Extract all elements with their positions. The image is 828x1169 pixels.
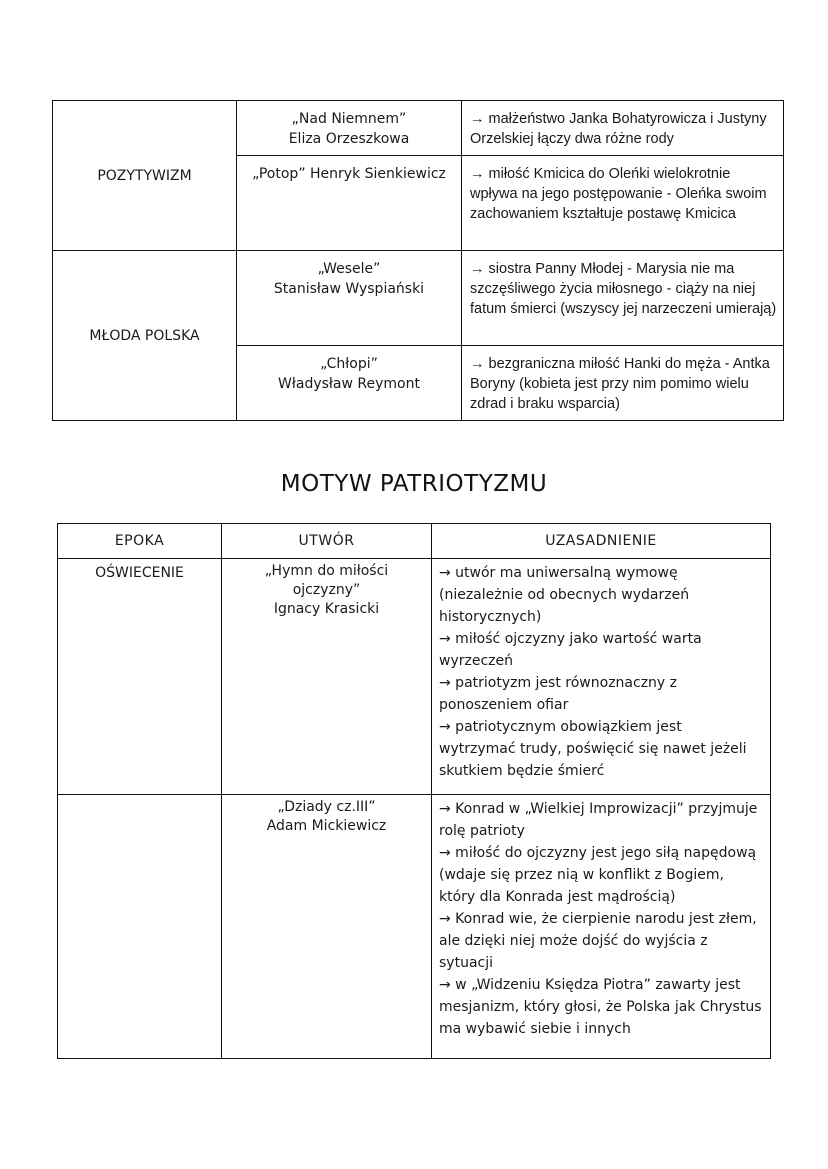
work-title: „Hymn do miłości ojczyzny” (264, 563, 389, 598)
header-work: UTWÓR (222, 524, 432, 559)
work-cell (222, 559, 432, 795)
justification-cell (462, 251, 784, 346)
epoch-cell (53, 101, 237, 251)
justification-cell (462, 101, 784, 156)
justification-text: → siostra Panny Młodej - Marysia nie ma szczęśliwego życia miłosnego - ciąży na niej fatum śmierci (wszyscy jej narzeczeni umierają) (470, 261, 777, 317)
header-justification: UZASADNIENIE (432, 524, 771, 559)
justification-point: → w „Widzeniu Księdza Piotra” zawarty jest mesjanizm, który głosi, że Polska jak Chrystus ma wybawić siebie i innych (439, 977, 762, 1037)
justification-point: → miłość do ojczyzny jest jego siłą napędową (wdaje się przez nią w konflikt z Bogiem, który dla Konrada jest mądrością) (439, 845, 757, 905)
epoch-cell (53, 251, 237, 421)
work-cell (237, 101, 462, 156)
work-title: „Chłopi” (320, 356, 378, 372)
justification-point: → miłość ojczyzny jako wartość warta wyrzeczeń (439, 631, 702, 669)
epoch-label: MŁODA POLSKA (89, 327, 200, 344)
work-author: Władysław Reymont (278, 376, 420, 392)
justification-point: → utwór ma uniwersalną wymowę (niezależnie od obecnych wydarzeń historycznych) (439, 565, 690, 625)
justification-point: → patriotyzm jest równoznaczny z ponoszeniem ofiar (439, 675, 677, 713)
justification-point: → Konrad w „Wielkiej Improwizacji” przyjmuje rolę patrioty (439, 801, 758, 839)
justification-point: → patriotycznym obowiązkiem jest wytrzymać trudy, poświęcić się nawet jeżeli skutkiem będzie śmierć (439, 719, 747, 779)
work-title: „Wesele” (317, 261, 381, 277)
patriotism-motif-table (57, 523, 771, 1059)
work-author: Eliza Orzeszkowa (288, 131, 410, 147)
epoch-label: OŚWIECENIE (95, 565, 184, 581)
work-cell (222, 795, 432, 1059)
section-title: MOTYW PATRIOTYZMU (280, 471, 548, 497)
work-author: Stanisław Wyspiański (273, 281, 425, 297)
work-cell (237, 346, 462, 421)
justification-cell (462, 156, 784, 251)
header-epoch: EPOKA (58, 524, 222, 559)
epoch-cell (58, 559, 222, 795)
table-row (58, 559, 771, 795)
work-cell (237, 156, 462, 251)
epoch-cell (58, 795, 222, 1059)
justification-cell (432, 795, 771, 1059)
table-header-row (58, 524, 771, 559)
justification-text: → bezgraniczna miłość Hanki do męża - Antka Boryny (kobieta jest przy nim pomimo wielu zdrad i braku wsparcia) (470, 356, 770, 412)
work-author: Adam Mickiewicz (266, 818, 387, 834)
work-title: „Dziady cz.III” (277, 799, 376, 815)
work-title: „Potop” Henryk Sienkiewicz (252, 166, 446, 182)
work-cell (237, 251, 462, 346)
epoch-label: POZYTYWIZM (97, 167, 192, 184)
justification-text: → miłość Kmicica do Oleńki wielokrotnie wpływa na jego postępowanie - Oleńka swoim zachowaniem kształtuje postawę Kmicica (470, 166, 767, 222)
justification-text: → małżeństwo Janka Bohatyrowicza i Justyny Orzelskiej łączy dwa różne rody (470, 111, 767, 147)
table-row (53, 251, 784, 346)
work-author: Ignacy Krasicki (273, 601, 380, 617)
work-title: „Nad Niemnem” (291, 111, 407, 127)
justification-cell (462, 346, 784, 421)
justification-point: → Konrad wie, że cierpienie narodu jest złem, ale dzięki niej może dojść do wyjścia z sytuacji (439, 911, 757, 971)
love-motif-table (52, 100, 784, 421)
table-row (53, 101, 784, 156)
table-row (58, 795, 771, 1059)
justification-cell (432, 559, 771, 795)
